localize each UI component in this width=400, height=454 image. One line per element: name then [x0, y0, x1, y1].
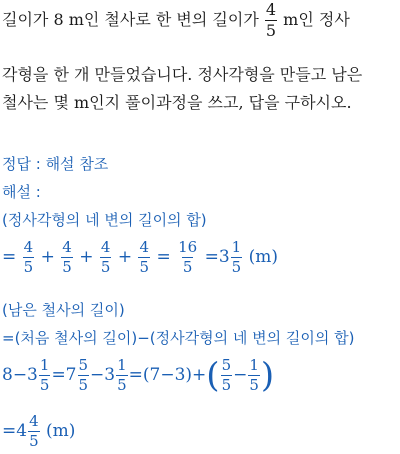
fraction-numerator: 4 [23, 238, 34, 256]
fraction-numerator: 1 [117, 356, 127, 374]
fraction-numerator: 1 [231, 238, 242, 256]
unit: (m) [40, 421, 76, 441]
fraction-denominator: 5 [231, 258, 242, 276]
plus-sign: + [79, 247, 94, 267]
question-fraction [265, 2, 277, 39]
right-paren: ) [260, 355, 275, 396]
fraction-denominator: 5 [117, 376, 127, 394]
fraction [231, 240, 243, 275]
fraction-denominator: 5 [221, 376, 232, 394]
plus-sign: + [40, 247, 55, 267]
fraction [221, 358, 233, 393]
mixed-number-whole: =3 [204, 247, 230, 267]
answer-label: 정답 : 해설 참조 [2, 155, 109, 173]
fraction-numerator: 4 [29, 412, 39, 430]
fraction-denominator: 5 [78, 376, 89, 394]
fraction-denominator: 5 [182, 258, 193, 276]
fraction-numerator: 5 [221, 356, 232, 374]
plus-sign: + [117, 247, 133, 267]
fraction-numerator: 1 [249, 356, 259, 374]
fraction-denominator: 5 [265, 21, 277, 40]
fraction-numerator: 16 [178, 238, 198, 256]
step2-label: (남은 철사의 길이) [2, 301, 125, 319]
equals-sign: = [156, 247, 171, 267]
minus-sign: − [233, 365, 248, 385]
fraction-denominator: 5 [100, 258, 111, 276]
fraction [39, 358, 51, 393]
expression: =7 [51, 365, 77, 385]
fraction-denominator: 5 [249, 376, 259, 394]
question-line-3: 철사는 몇 m인지 풀이과정을 쓰고, 답을 구하시오. [2, 93, 352, 112]
mixed-number-whole: =4 [2, 421, 28, 441]
question-text-a: 길이가 8 m인 철사로 한 변의 길이가 [2, 10, 259, 29]
fraction [23, 240, 35, 275]
question-line-1 [2, 2, 350, 39]
fraction-denominator: 5 [23, 258, 34, 276]
fraction [138, 240, 150, 275]
fraction [28, 414, 40, 449]
unit: (m) [248, 247, 278, 267]
fraction-numerator: 1 [39, 356, 50, 374]
step2-formula: =(처음 철사의 길이)−(정사각형의 네 변의 길이의 합) [2, 329, 355, 347]
fraction-denominator: 5 [62, 258, 72, 276]
result-equation [2, 414, 75, 449]
step1-label: (정사각형의 네 변의 길이의 합) [2, 211, 207, 229]
fraction-numerator: 5 [78, 356, 89, 374]
expression: −3 [90, 365, 116, 385]
fraction-numerator: 4 [100, 238, 111, 256]
fraction [177, 240, 198, 275]
fraction-denominator: 5 [29, 432, 39, 450]
fraction-denominator: 5 [139, 258, 150, 276]
expression: =(7−3)+ [128, 365, 207, 385]
fraction [248, 358, 260, 393]
fraction-numerator: 4 [62, 238, 72, 256]
question-text-b: m인 정사 [283, 10, 350, 29]
fraction [116, 358, 128, 393]
fraction [78, 358, 90, 393]
step1-equation [2, 240, 278, 275]
expression: 8−3 [2, 365, 38, 385]
question-line-2: 각형을 한 개 만들었습니다. 정사각형을 만들고 남은 [2, 65, 363, 84]
explanation-label: 해설 : [2, 183, 41, 201]
fraction [100, 240, 112, 275]
step3-equation [2, 355, 275, 396]
fraction-denominator: 5 [39, 376, 50, 394]
fraction-numerator: 4 [265, 0, 277, 19]
fraction [61, 240, 73, 275]
left-paren: ( [206, 355, 220, 396]
equals-sign: = [2, 247, 17, 267]
fraction-numerator: 4 [139, 238, 150, 256]
